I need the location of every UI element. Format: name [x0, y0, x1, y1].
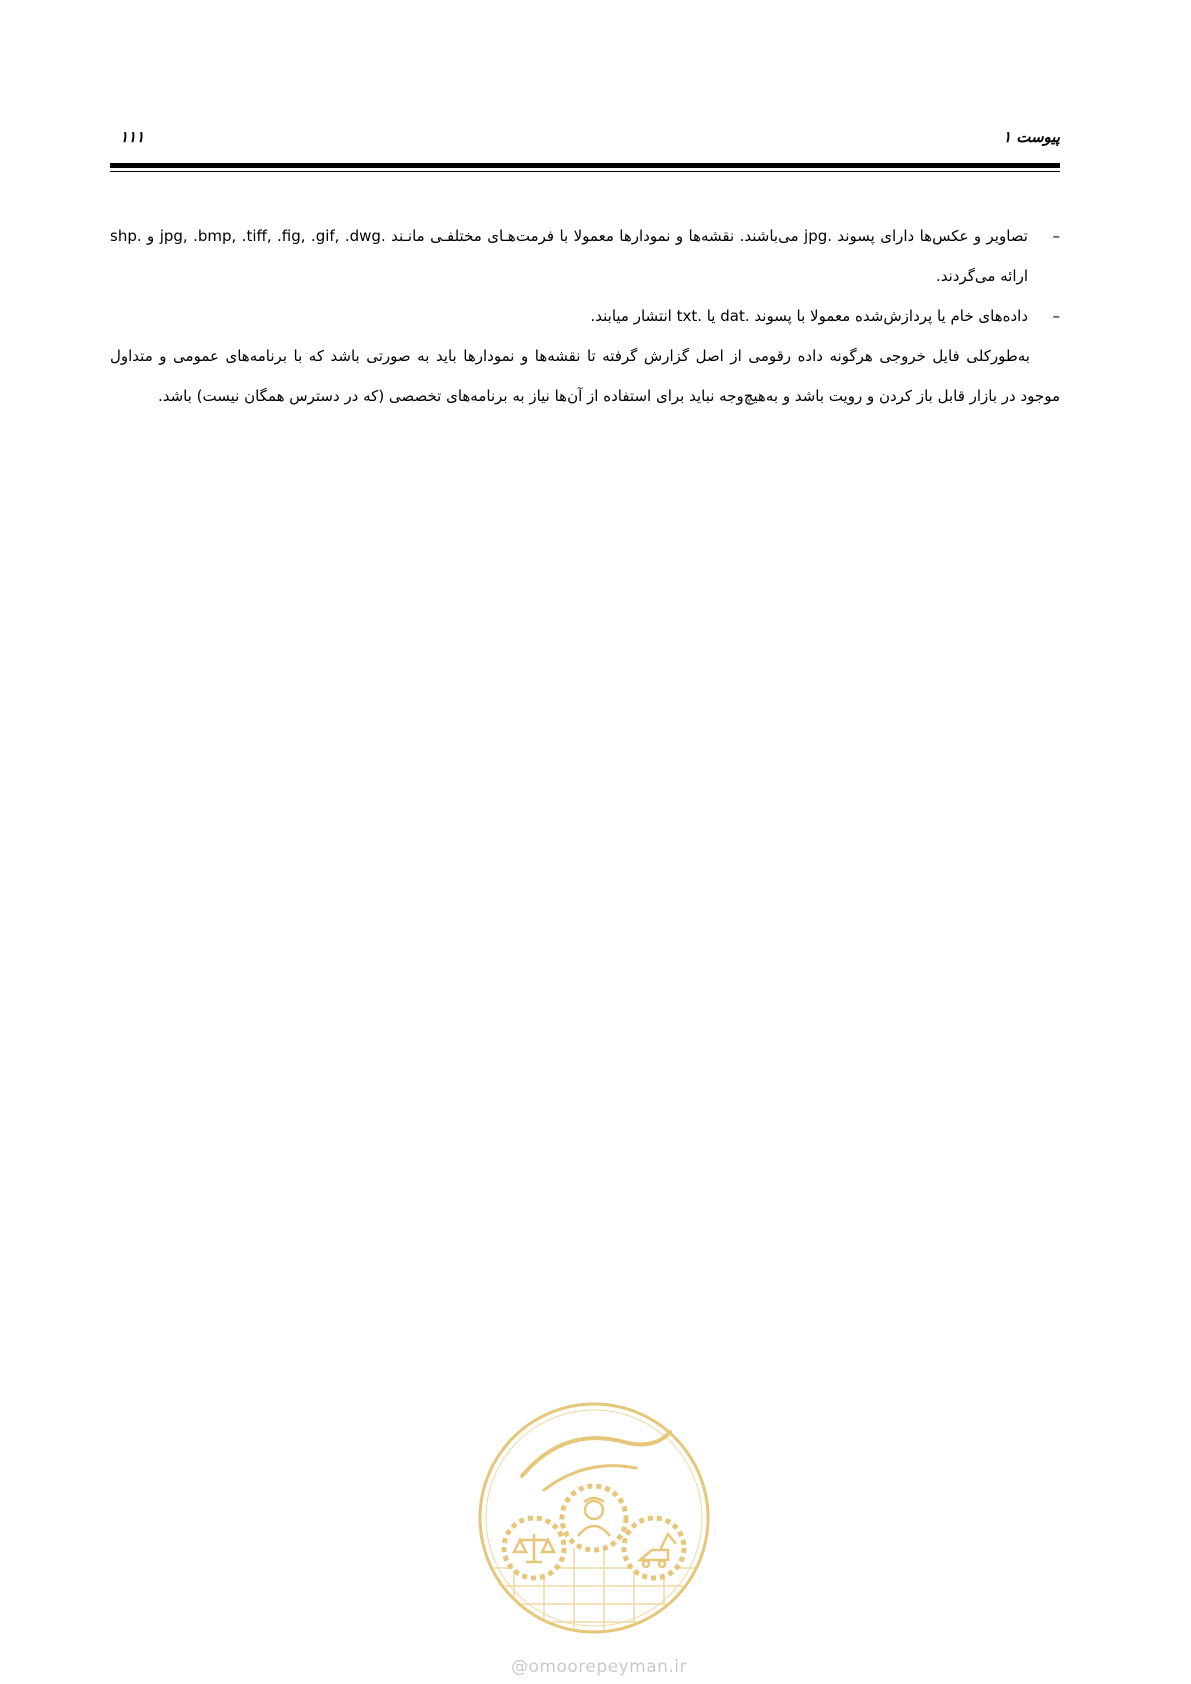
header-rule-thin — [110, 171, 1060, 172]
header-rule-thick — [110, 163, 1060, 168]
section-title: پیوست ۱ — [1002, 128, 1060, 146]
bullet-dash: – — [1052, 227, 1060, 245]
page-header — [110, 128, 1060, 152]
seal-calligraphy — [522, 1432, 670, 1476]
bullet-text: داده‌های خام یا پردازش‌شده معمولا با پسوند .dat یا .txt انتشار میابند. — [590, 307, 1028, 325]
body-content — [110, 216, 1060, 416]
bullet-item-images — [110, 216, 1060, 296]
bullet-item-raw-data — [110, 296, 1060, 336]
body-paragraph: به‌طورکلی فایل خروجی هرگونه داده رقومی از اصل گزارش گرفته تا نقشه‌ها و نمودارها باید به صورتی باشد که با برنامه‌های عمومی و متداول موجود در بازار قابل باز کردن و رویت باشد و به‌هیچ‌وجه نباید برای استفاده از آن‌ها نیاز به برنامه‌های تخصصی (که در دسترس همگان نیست) باشد. — [110, 347, 1060, 405]
watermark-url: @omoorepeyman.ir — [510, 1657, 688, 1677]
page-number: ۱۱۱ — [120, 128, 145, 146]
watermark-seal — [474, 1398, 714, 1638]
bullet-text: تصاویر و عکس‌ها دارای پسوند .jpg می‌باشند. نقشه‌ها و نمودارها معمولا با فرمت‌هـای مختلفـی مانـند .jpg, .bmp, .tiff, .fig, .gif, .dwg و .shp ارائه می‌گردند. — [110, 227, 1028, 285]
bullet-dash: – — [1052, 307, 1060, 325]
